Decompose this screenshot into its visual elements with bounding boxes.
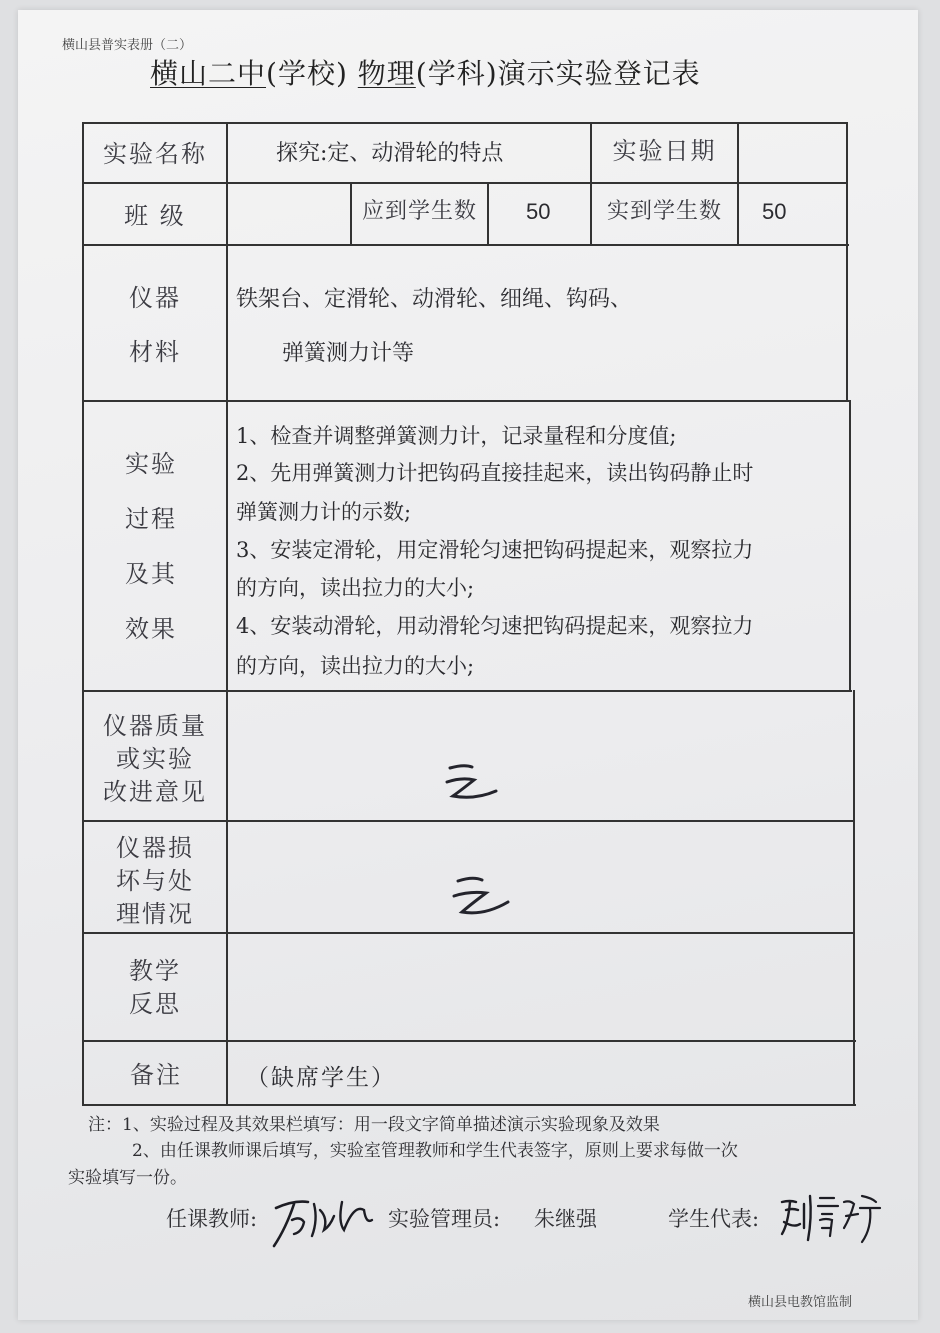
teacher-label: 任课教师: [166, 1207, 258, 1231]
damage-label-2: 坏与处 [116, 867, 194, 895]
process-label-2: 过程 [125, 505, 177, 533]
experiment-name-value: 探究:定、动滑轮的特点 [276, 141, 504, 166]
actual-students-value: 50 [762, 199, 787, 224]
title-subject: 物理 [357, 57, 416, 90]
materials-line-2: 弹簧测力计等 [282, 341, 415, 366]
manager-label: 实验管理员: [388, 1207, 501, 1231]
process-step-2-cont: 弹簧测力计的示数; [236, 500, 412, 524]
footer-note: 横山县电教馆监制 [748, 1295, 853, 1310]
materials-line-1: 铁架台、定滑轮、动滑轮、细绳、钩码、 [236, 287, 633, 312]
class-label: 班 级 [124, 202, 186, 230]
reflection-label-1: 教学 [129, 957, 181, 985]
quality-label-3: 改进意见 [103, 778, 207, 806]
remarks-label: 备注 [130, 1061, 182, 1089]
note-line-1: 注：1、实验过程及其效果栏填写：用一段文字简单描述演示实验现象及效果 [88, 1115, 660, 1135]
quality-label-1: 仪器质量 [103, 712, 207, 740]
process-step-1: 1、检查并调整弹簧测力计，记录量程和分度值; [236, 424, 677, 448]
damage-label-1: 仪器损 [116, 834, 194, 862]
actual-students-label: 实到学生数 [606, 199, 722, 224]
process-label-4: 效果 [125, 615, 177, 643]
process-step-3-cont: 的方向，读出拉力的大小; [236, 576, 475, 600]
handwritten-wu-2 [448, 872, 516, 922]
process-label-3: 及其 [125, 560, 177, 588]
reflection-label-2: 反思 [129, 990, 181, 1018]
experiment-name-label: 实验名称 [103, 140, 207, 168]
process-label-1: 实验 [125, 450, 177, 478]
student-signature [776, 1188, 886, 1248]
process-step-4: 4、安装动滑轮，用动滑轮匀速把钩码提起来，观察拉力 [236, 614, 754, 638]
remarks-value: （缺席学生） [246, 1065, 396, 1091]
damage-label-3: 理情况 [116, 900, 194, 928]
materials-label-1: 仪器 [129, 284, 181, 312]
process-step-4-cont: 的方向，读出拉力的大小; [236, 654, 475, 678]
title-subject-suffix: (学科)演示实验登记表 [415, 57, 701, 90]
header-note: 横山县普实表册（二） [62, 38, 193, 53]
experiment-date-label: 实验日期 [612, 137, 717, 165]
student-label: 学生代表: [668, 1207, 760, 1231]
title-school-suffix: (学校) [266, 57, 348, 90]
process-step-2: 2、先用弹簧测力计把钩码直接挂起来，读出钩码静止时 [236, 461, 754, 485]
note-line-2: 2、由任课教师课后填写，实验室管理教师和学生代表签字，原则上要求每做一次 [132, 1141, 738, 1161]
process-step-3: 3、安装定滑轮，用定滑轮匀速把钩码提起来，观察拉力 [236, 538, 754, 562]
materials-label-2: 材料 [129, 338, 181, 366]
teacher-signature [268, 1190, 378, 1252]
quality-label-2: 或实验 [116, 745, 194, 773]
note-line-3: 实验填写一份。 [68, 1168, 187, 1188]
handwritten-wu-1 [440, 758, 504, 806]
expected-students-label: 应到学生数 [361, 199, 477, 224]
manager-name: 朱继强 [534, 1207, 597, 1231]
title-school: 横山二中 [150, 57, 267, 90]
expected-students-value: 50 [526, 199, 551, 224]
